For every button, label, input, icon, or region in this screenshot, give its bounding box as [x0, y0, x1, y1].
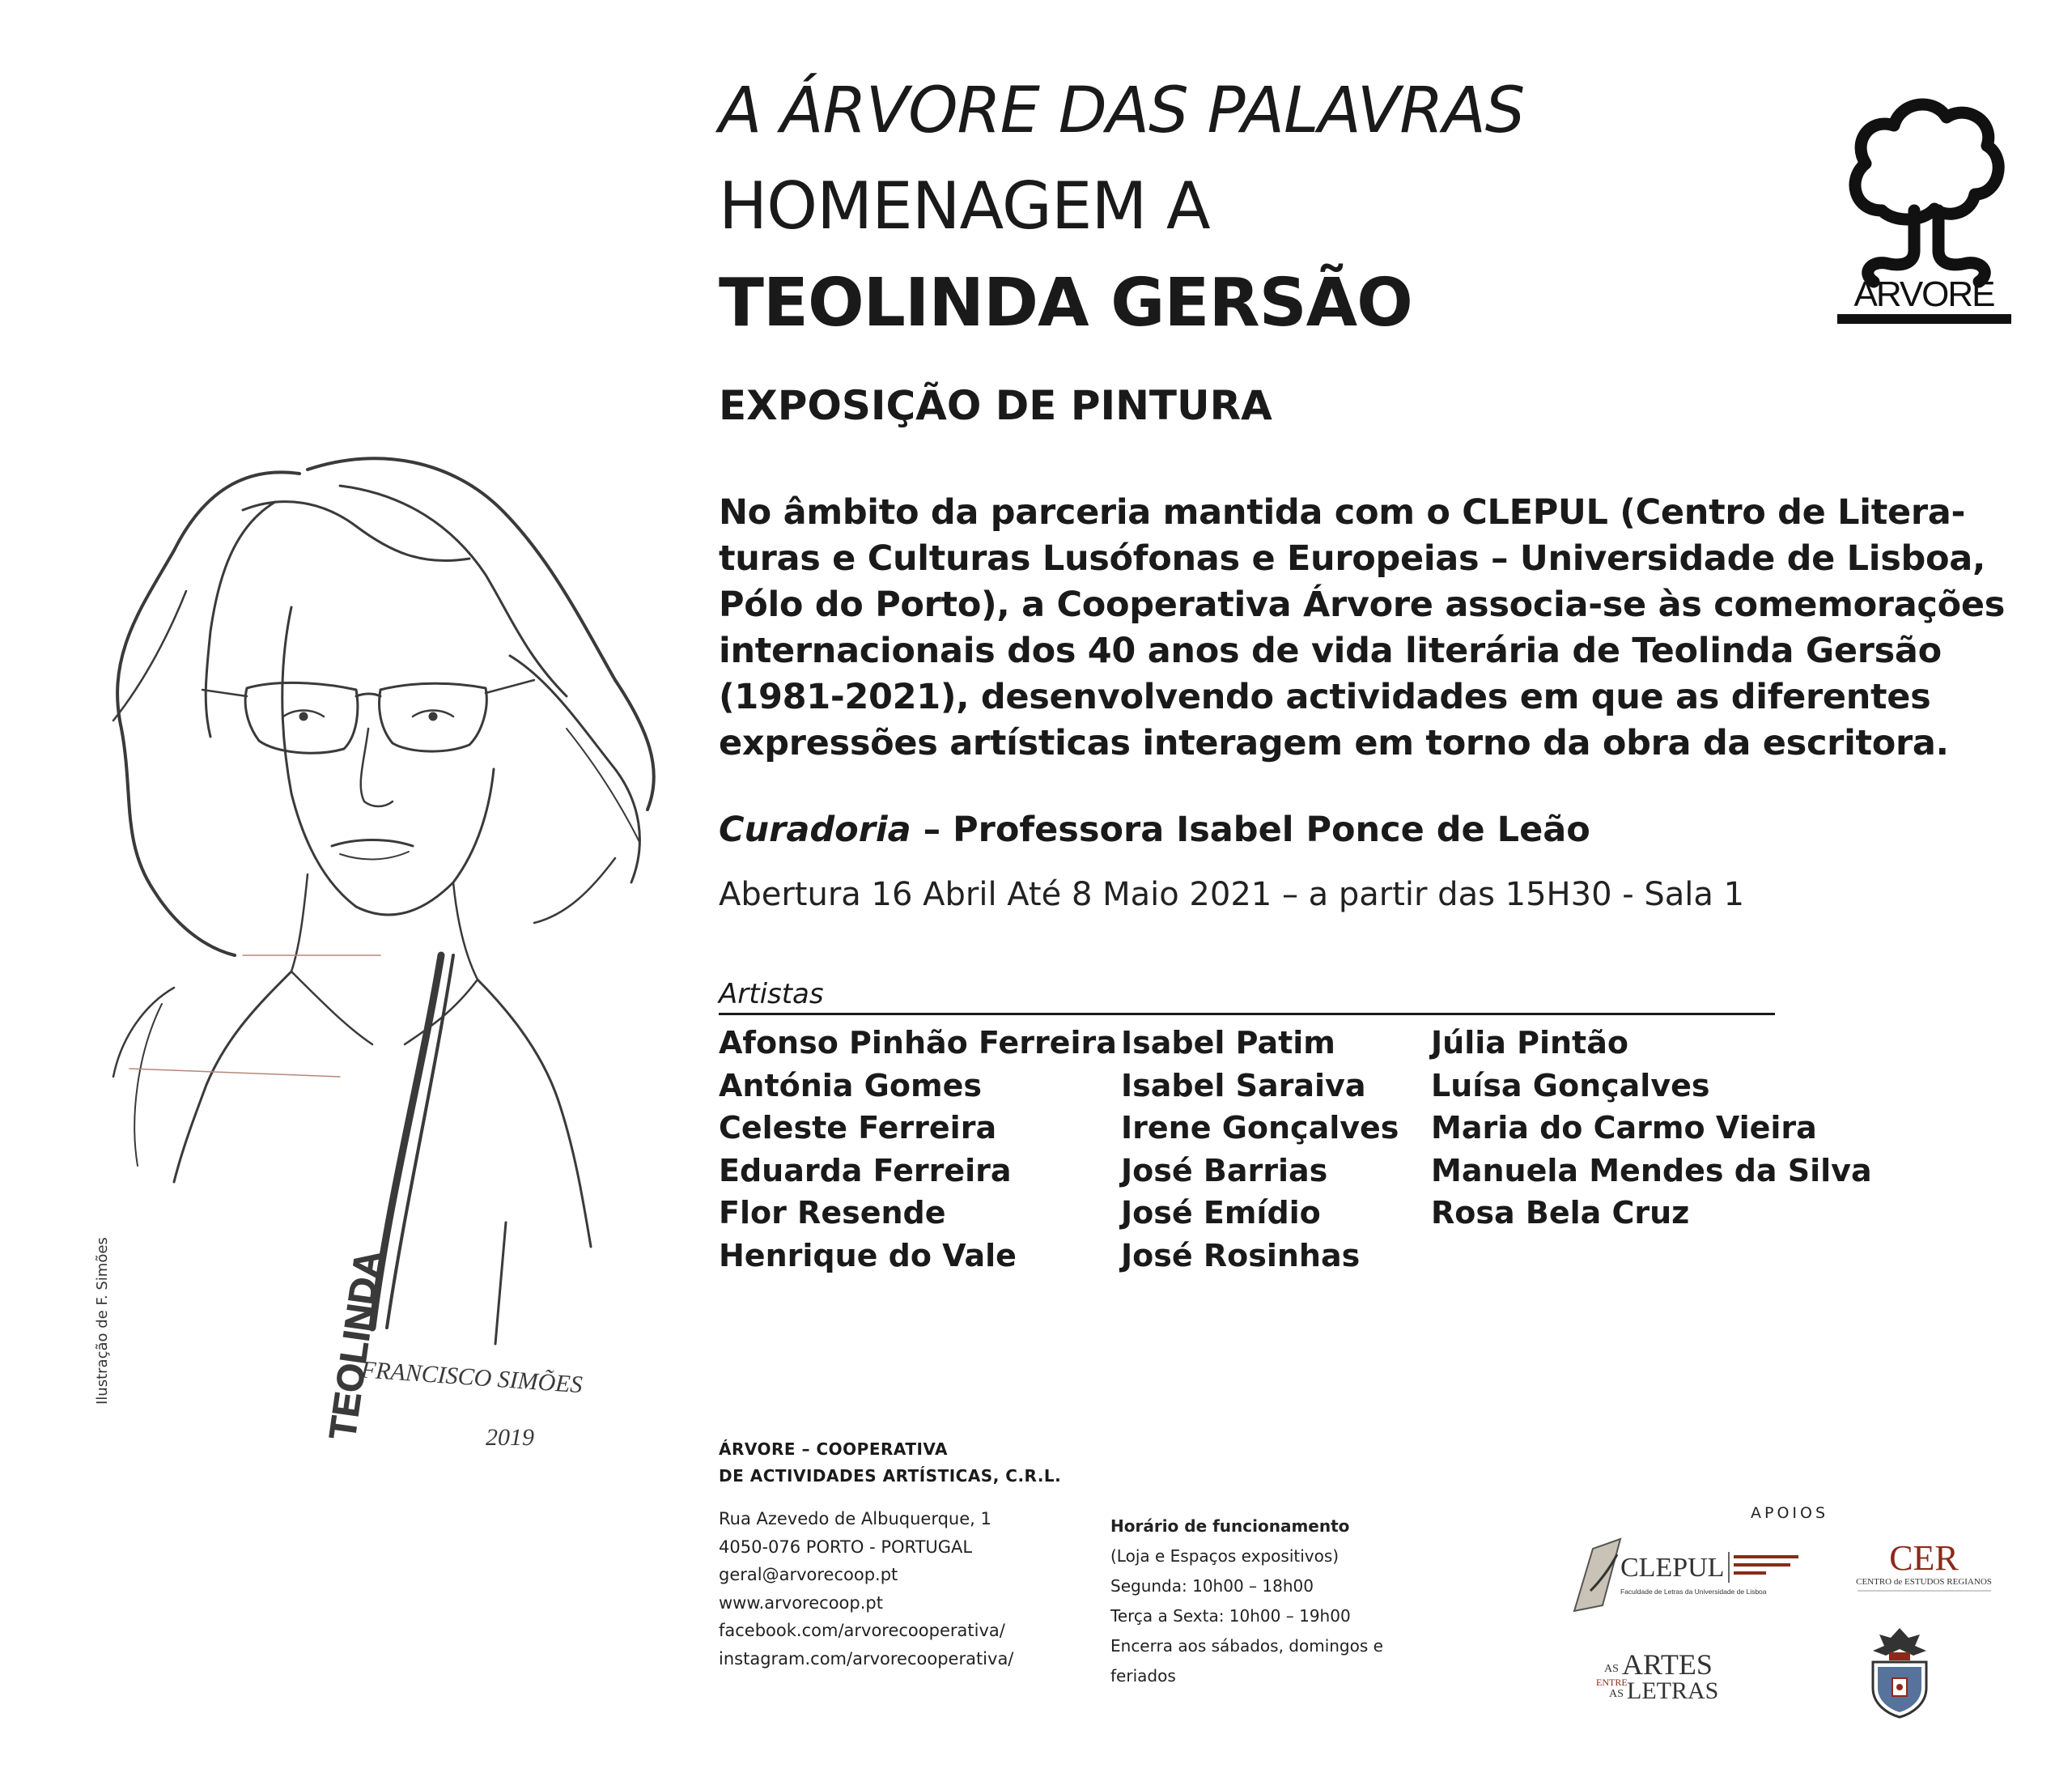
hours-line: Terça a Sexta: 10h00 – 19h00 — [1110, 1606, 1351, 1626]
artist-name: Rosa Bela Cruz — [1431, 1195, 1690, 1231]
intro-paragraph — [719, 490, 2006, 767]
artists-heading: Artistas — [719, 976, 1775, 1015]
hours-line: Segunda: 10h00 – 18h00 — [1110, 1576, 1314, 1596]
artist-name: José Emídio — [1121, 1195, 1321, 1231]
cer-wordmark: CER — [1889, 1538, 1959, 1578]
artist-name: Luísa Gonçalves — [1431, 1067, 1710, 1103]
illustration-credit: Ilustração de F. Simões — [94, 1237, 111, 1405]
clepul-logo — [1570, 1534, 1821, 1615]
exhibition-title: A ÁRVORE DAS PALAVRAS — [719, 74, 1525, 147]
honoree-name: TEOLINDA GERSÃO — [719, 265, 1412, 342]
artes-word: ARTES — [1622, 1648, 1713, 1681]
artist-name: Antónia Gomes — [719, 1067, 982, 1103]
cooperative-name-line: ÁRVORE – COOPERATIVA — [719, 1439, 949, 1459]
intro-line: No âmbito da parceria mantida com o CLEPUL (Centro de Litera- — [719, 492, 1966, 533]
sketch-year: 2019 — [486, 1424, 534, 1451]
cer-subtitle: CENTRO de ESTUDOS REGIANOS — [1856, 1577, 1992, 1587]
artist-name: José Rosinhas — [1121, 1237, 1361, 1273]
letras-word: LETRAS — [1627, 1677, 1719, 1704]
artist-name: Isabel Patim — [1121, 1025, 1335, 1061]
opening-hours — [1110, 1511, 1383, 1691]
cooperative-name — [719, 1436, 1061, 1490]
website-link[interactable]: www.arvorecoop.pt — [719, 1592, 883, 1613]
curator-line — [719, 810, 1590, 850]
clepul-wordmark: CLEPUL — [1620, 1553, 1725, 1583]
artist-name: Celeste Ferreira — [719, 1110, 997, 1146]
intro-line: expressões artísticas interagem em torno da obra da escritora. — [719, 723, 1949, 763]
artist-name: Afonso Pinhão Ferreira — [719, 1025, 1117, 1061]
exhibition-type: EXPOSIÇÃO DE PINTURA — [719, 382, 1272, 429]
arvore-tree-logo — [1837, 89, 2011, 324]
city-coat-of-arms-icon — [1862, 1623, 1938, 1720]
curator-separator: – — [911, 810, 953, 850]
artist-name: Henrique do Vale — [719, 1237, 1017, 1273]
artist-name: Flor Resende — [719, 1195, 946, 1231]
artes-as-2: AS — [1609, 1688, 1624, 1700]
curator-label: Curadoria — [719, 810, 911, 850]
artist-name: Manuela Mendes da Silva — [1431, 1152, 1872, 1188]
artist-name: Maria do Carmo Vieira — [1431, 1110, 1817, 1146]
sketch-name-label: TEOLINDA — [321, 1248, 389, 1443]
artists-column-2 — [1121, 1022, 1399, 1277]
sketch-signature: FRANCISCO SIMÕES — [359, 1356, 584, 1399]
email-link[interactable]: geral@arvorecoop.pt — [719, 1565, 898, 1584]
hours-heading: Horário de funcionamento — [1110, 1516, 1350, 1536]
artist-name: José Barrias — [1121, 1152, 1328, 1188]
facebook-link[interactable]: facebook.com/arvorecooperativa/ — [719, 1621, 1005, 1640]
artists-column-1 — [719, 1022, 1117, 1277]
artes-letras-logo — [1594, 1643, 1748, 1708]
sponsors-label: APOIOS — [1751, 1504, 1829, 1522]
intro-line: turas e Culturas Lusófonas e Europeias – Universidade de Lisboa, — [719, 538, 1985, 579]
cooperative-contacts — [719, 1505, 1013, 1673]
artists-column-3 — [1431, 1022, 1872, 1235]
intro-line: (1981-2021), desenvolvendo actividades em que as diferentes — [719, 677, 1931, 717]
intro-line: internacionais dos 40 anos de vida literária de Teolinda Gersão — [719, 631, 1942, 671]
opening-dates: Abertura 16 Abril Até 8 Maio 2021 – a partir das 15H30 - Sala 1 — [719, 876, 1745, 913]
homage-label: HOMENAGEM A — [719, 168, 1210, 244]
address-street: Rua Azevedo de Albuquerque, 1 — [719, 1509, 991, 1528]
logo-wordmark: ÁRVORE — [1853, 274, 1994, 314]
hours-line: feriados — [1110, 1666, 1176, 1686]
artist-name: Júlia Pintão — [1431, 1025, 1628, 1061]
clepul-subtitle: Faculdade de Letras da Universidade de Lisboa — [1620, 1588, 1767, 1596]
artes-as-1: AS — [1604, 1663, 1619, 1675]
instagram-link[interactable]: instagram.com/arvorecooperativa/ — [719, 1648, 1014, 1669]
curator-name: Professora Isabel Ponce de Leão — [953, 810, 1590, 850]
intro-line: Pólo do Porto), a Cooperativa Árvore associa-se às comemorações — [719, 585, 2006, 625]
artist-name: Eduarda Ferreira — [719, 1152, 1012, 1188]
hours-line: (Loja e Espaços expositivos) — [1110, 1546, 1340, 1566]
artist-name: Irene Gonçalves — [1121, 1110, 1399, 1146]
address-city: 4050-076 PORTO - PORTUGAL — [719, 1537, 973, 1557]
cer-logo — [1833, 1534, 2015, 1599]
hours-line: Encerra aos sábados, domingos e — [1110, 1636, 1383, 1656]
cooperative-name-line: DE ACTIVIDADES ARTÍSTICAS, C.R.L. — [719, 1466, 1062, 1486]
artes-entre: ENTRE — [1596, 1677, 1628, 1688]
artist-name: Isabel Saraiva — [1121, 1067, 1366, 1103]
